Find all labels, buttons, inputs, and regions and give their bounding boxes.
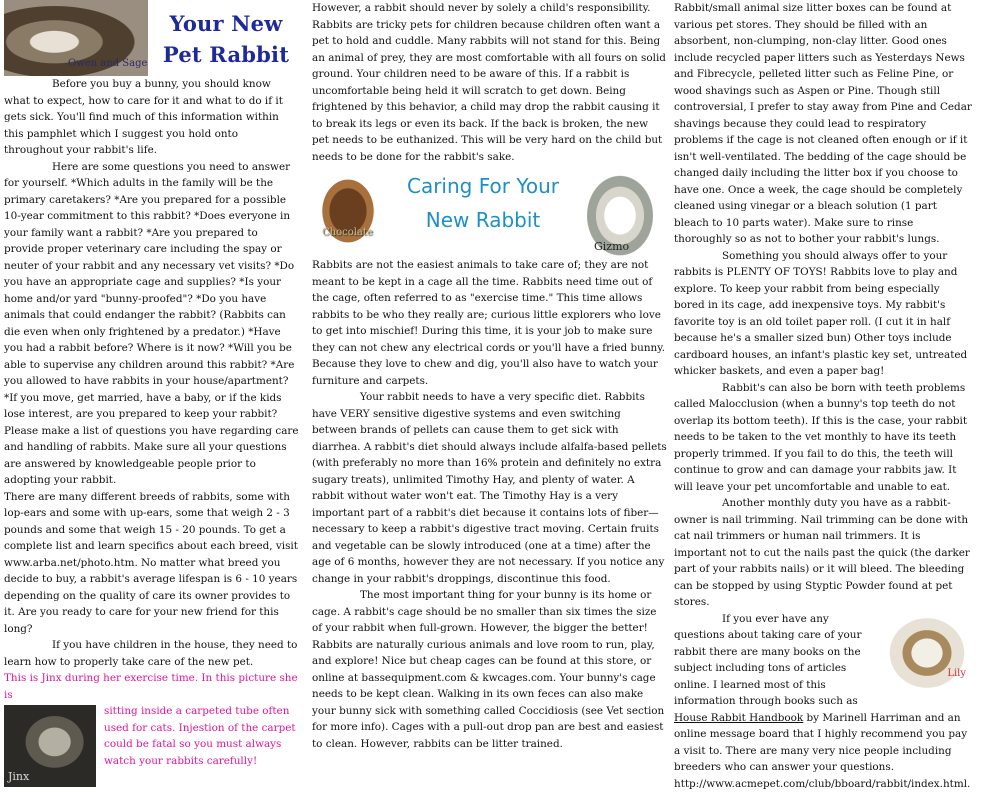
- photo-owen-and-sage: [4, 0, 148, 76]
- cage-paragraph: The most important thing for your bunny is its home or cage. A rabbit's cage should be no smaller than six times the size of your rabbit when full-grown. However, the bigger the better! Rabbits are naturally curious animals and love room to run, play, and explore! Nice but cheap cages can be found at this store, or online at bassequipment.com & kwcages.com. Your bunny's cage needs to be kept clean. Walking in its own feces can also make your bunny sick with something called Coccidiosis (see Vet section for more info). Cages with a pull-out drop pan are best and easiest to clean. However, rabbits can be litter trained.: [312, 587, 668, 752]
- resources-text-a: If you ever have any questions about taking care of your rabbit there are many books on the subject including tons of articles online. I learned most of this information through books such as: [674, 613, 861, 708]
- diet-paragraph: Your rabbit needs to have a very specific diet. Rabbits have VERY sensitive digestive systems and even switching between brands of pellets can cause them to get sick with diarrhea. A rabbit's diet should always include alfalfa-based pellets (with preferably no more than 16% protein and definitely no extra sugary treats), unlimited Timothy Hay, and plenty of water. A rabbit without water won't eat. The Timothy Hay is a very important part of a rabbit's diet because it contains lots of fiber—necessary to keep a rabbit's digestive tract moving. Certain fruits and vegetable can be slowly introduced (one at a time) after the age of 6 months, however they are not necessary. If you notice any change in your rabbit's droppings, discontinue this food.: [312, 389, 668, 587]
- photo-caption-gizmo: Gizmo: [594, 239, 629, 256]
- photo-chocolate: [312, 167, 384, 247]
- message-board-url: http://www.acmepet.com/club/bboard/rabbit/index.html.: [674, 778, 970, 790]
- column-3: [674, 0, 972, 792]
- toys-paragraph: Something you should always offer to your rabbits is PLENTY OF TOYS! Rabbits love to play and explore. To keep your rabbit from being especially bored in its cage, add inexpensive toys. My rabbit's favorite toy is an old toilet paper roll. (I cut it in half because he's a smaller sized bun) Other toys include cardboard houses, an infant's plastic key set, untreated whicker baskets, and even a paper bag!: [674, 248, 972, 380]
- children-paragraph: If you have children in the house, they need to learn how to properly take care of the new pet.: [4, 637, 300, 670]
- litter-paragraph: Rabbit/small animal size litter boxes can be found at various pet stores. They should be filled with an absorbent, non-clumping, non-clay litter. Good ones include recycled paper litters such as Yesterdays News and Fibrecycle, pelleted litter such as Feline Pine, or wood shavings such as Aspen or Pine. Though still controversial, I prefer to stay away from Pine and Cedar shavings because they could lead to respiratory problems if the cage is not cleaned often enough or if it isn't well-ventilated. The bedding of the cage should be changed daily including the litter box if you choose to have one. Once a week, the cage should be completely cleaned using vinegar or a bleach solution (1 part bleach to 10 parts water). Make sure to rinse thoroughly so as not to bother your rabbit's lungs.: [674, 0, 972, 248]
- jinx-caption-lead: This is Jinx during her exercise time. In this picture she is: [4, 670, 300, 703]
- column-1: [4, 0, 300, 787]
- photo-jinx: [4, 705, 96, 787]
- photo-caption-owen-and-sage: Owen and Sage: [68, 56, 147, 73]
- section-title: Caring For Your New Rabbit: [312, 169, 668, 237]
- column-2: [312, 0, 668, 752]
- book-title: House Rabbit Handbook: [674, 712, 803, 724]
- nails-paragraph: Another monthly duty you have as a rabbit-owner is nail trimming. Nail trimming can be done with cat nail trimmers or human nail trimmers. It is important not to cut the nails past the quick (the darker part of your rabbits nails) or it will bleed. The bleeding can be stopped by using Styptic Powder found at pet stores.: [674, 495, 972, 611]
- child-responsibility-paragraph: However, a rabbit should never by solely a child's responsibility. Rabbits are tricky pets for children because children often want a pet to hold and cuddle. Many rabbits will not stand for this. Being an animal of prey, they are most comfortable with all fours on solid ground. Your children need to be aware of this. If a rabbit is uncomfortable being held it will scratch to get down. Being frightened by this behavior, a child may drop the rabbit causing it to break its legs or even its back. If the back is broken, the new pet needs to be euthanized. This will be very hard on the child but needs to be done for the rabbit's sake.: [312, 0, 668, 165]
- photo-caption-jinx: Jinx: [8, 769, 29, 786]
- intro-paragraph: Before you buy a bunny, you should know what to expect, how to care for it and what to do if it gets sick. You'll find much of this information within this pamphlet which I suggest you hold onto throughout your rabbit's life.: [4, 76, 300, 159]
- teeth-paragraph: Rabbit's can also be born with teeth problems called Malocclusion (when a bunny's top teeth do not overlap its bottom teeth). If this is the case, your rabbit needs to be taken to the vet monthly to have its teeth properly trimmed. If you fail to do this, the teeth will continue to grow and can damage your rabbits jaw. It will leave your pet uncomfortable and unable to eat.: [674, 380, 972, 496]
- exercise-paragraph: Rabbits are not the easiest animals to take care of; they are not meant to be kept in a cage all the time. Rabbits need time out of the cage, often referred to as "exercise time." This time allows rabbits to be who they really are; curious little explorers who love to get into mischief! During this time, it is your job to make sure they can not chew any electrical cords or you'll have a fried bunny. Because they love to chew and dig, you'll also have to watch your furniture and carpets.: [312, 257, 668, 389]
- breeds-paragraph: There are many different breeds of rabbits, some with lop-ears and some with up-ears, some that weigh 2 - 3 pounds and some that weigh 15 - 20 pounds. To get a complete list and learn specifics about each breed, visit www.arba.net/photo.htm. No matter what breed you decide to buy, a rabbit's average lifespan is 6 - 10 years depending on the quality of care its owner provides to it. Are you ready to care for your new friend for this long?: [4, 489, 300, 638]
- photo-caption-chocolate: Chocolate: [322, 225, 373, 242]
- page-title: Your New Pet Rabbit: [4, 0, 300, 70]
- questions-paragraph: Here are some questions you need to answer for yourself. *Which adults in the family will be the primary caretakers? *Are you prepared for a possible 10-year commitment to this rabbit? *Does everyone in your family want a rabbit? *Are you prepared to provide proper veterinary care including the spay or neuter of your rabbit and any necessary vet visits? *Do you have an appropriate cage and supplies? *Is your home and/or yard "bunny-proofed"? *Do you have animals that could endanger the rabbit? (Rabbits can die even when only frightened by a predator.) *Have you had a rabbit before? Where is it now? *Will you be able to supervise any children around this rabbit? *Are you allowed to have rabbits in your house/apartment? *If you move, get married, have a baby, or if the kids lose interest, are you prepared to keep your rabbit? Please make a list of questions you have regarding care and handling of rabbits. Make sure all your questions are answered by knowledgeable people prior to adopting your rabbit.: [4, 159, 300, 489]
- photo-lily: [882, 611, 972, 695]
- photo-gizmo: [578, 165, 662, 257]
- jinx-caption-rest: sitting inside a carpeted tube often used for cats. Injestion of the carpet could be fatal so you must always watch your rabbits carefully!: [4, 703, 300, 769]
- photo-caption-lily: Lily: [947, 666, 966, 683]
- resources-text-b: by Marinell Harriman and an online message board that I highly recommend you pay a visit to. There are many very nice people including breeders who can answer your questions.: [674, 712, 967, 774]
